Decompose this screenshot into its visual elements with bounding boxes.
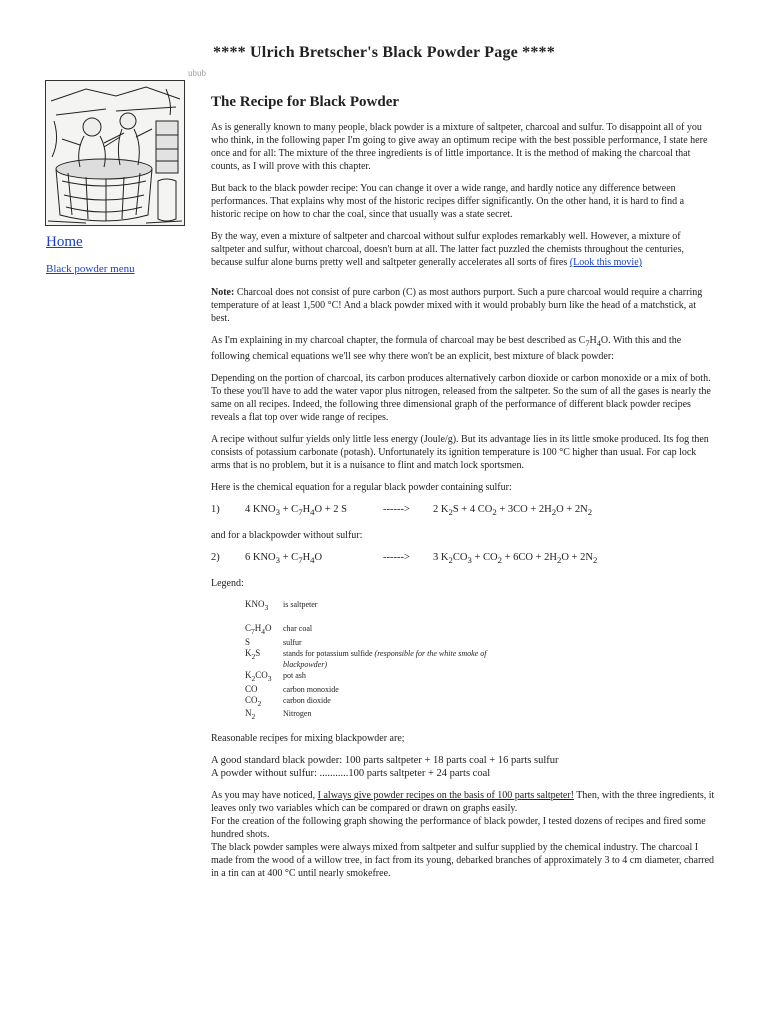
paragraph-closing: As you may have noticed, I always give powder recipes on the basis of 100 parts saltpeter! Then, with the three ingredients, it leaves only two variables which can be compared or drawn on graphs easily. For the creation of the following graph showing the performance of black powder, I tested dozens of recipes and fired some hundred shots. The black powder samples were always mixed from saltpeter and sulfur supplied by the chemical industry. The charcoal I made from the wood of a willow tree, in fact from its young, debarked branches of approximately 3 to 4 cm diameter, charred in a tin can at 400 °C until nearly smokefree.: [211, 790, 715, 880]
equation-1: 1) 4 $KNO_3 + C_7H_4O + 2$ S ------> 2 $K_2S + 4$ $CO_2 + 3CO + 2H_2O + 2N_2$: [211, 504, 593, 518]
home-link[interactable]: Home: [46, 234, 83, 250]
woodcut-illustration: [45, 80, 185, 226]
look-this-movie-link[interactable]: (Look this movie): [569, 257, 642, 268]
legend-table: $KNO_3$ is saltpeter $C_7H_4O$ char coal S sulfur $K_2S$ stands for potassium sulfide (responsible for the white smoke of blackpowder) $K_2CO_3$ pot ash CO carbon monoxide $CO_2$ carbon dioxide $N_2$ Nitrogen: [245, 599, 487, 722]
paragraph-intro: As is generally known to many people, black powder is a mixture of saltpeter, charcoal and sulfur. To disappoint all of you who think, in the following paper I'm going to give away an optimum recipe with the best possible performance, I state here once and for all: The mixture of the three ingredients is of little importance. It is the method of making the charcoal that counts, as I will prove with this chapter.: [211, 122, 708, 172]
paragraph-no-sulfur: By the way, even a mixture of saltpeter and charcoal without sulfur explodes remarkably well. However, a mixture of saltpeter and sulfur, without charcoal, doesn't burn at all. The latter fact puzzled the chemists throughout the centuries, because sulfur alone burns pretty well and saltpeter generally accelerates all sorts of fires (Look this movie): [211, 231, 685, 268]
note-label: Note:: [211, 287, 235, 298]
article-heading: The Recipe for Black Powder: [211, 94, 400, 110]
paragraph-recipes-intro: Reasonable recipes for mixing blackpowder are;: [211, 733, 405, 745]
paragraph-charcoal-formula: As I'm explaining in my charcoal chapter, the formula of charcoal may be best described as $C_7H_4O$. With this and the following chemical equations we'll see why there won't be an explicit, best mixture of black powder:: [211, 335, 682, 362]
paragraph-recipe-range: But back to the black powder recipe: You can change it over a wide range, and hardly notice any difference between performances. That explains why most of the historic recipes differ significantly. On the other hand, it is hard to find a historic recipe on how to char the coal, since that usually was a state secret.: [211, 183, 685, 220]
black-powder-menu-link[interactable]: Black powder menu: [46, 263, 135, 275]
article-content: [211, 96, 715, 880]
legend-title: Legend:: [211, 578, 244, 590]
woodcut-drawing: [46, 81, 184, 225]
equation-2: 2) 6 $KNO_3 + C_7H_4O$ ------> 3 $K_2CO_3 + CO_2 + 6CO + 2H_2O + 2N_2$: [211, 552, 598, 566]
paragraph-gases: Depending on the portion of charcoal, its carbon produces alternatively carbon dioxide or carbon monoxide or a mix of both. To these you'll have to add the water vapor plus nitrogen, released from the saltpeter. So the sum of all the gases is nearly the same on all recipes. Indeed, the following three dimensional graph of the performance of different black powder recipes reveals a flat top over wide range of recipes.: [211, 373, 711, 423]
note-paragraph: Note: Charcoal does not consist of pure carbon (C) as most authors purport. Such a pure charcoal would require a charring temperature of at least 1,500 °C! And a black powder mixed with it would probably burn like the head of a matchstick, at best.: [211, 287, 703, 324]
paragraph-equation-intro: Here is the chemical equation for a regular black powder containing sulfur:: [211, 482, 512, 493]
page-title: **** Ulrich Bretscher's Black Powder Page ****: [213, 44, 555, 61]
image-alt-text: ubub: [188, 68, 206, 78]
paragraph-smoke: A recipe without sulfur yields only little less energy (Joule/g). But its advantage lies in its little smoke produced. Its fog then consists of potassium carbonate (potash). Unfortunately its ignition temperature is 100 °C higher than usual. For cap lock arms that is no problem, but it is a nuisance to flint and match lock sportsmen.: [211, 434, 709, 471]
paragraph-no-sulfur-equation-intro: and for a blackpowder without sulfur:: [211, 530, 363, 542]
recipe-list: A good standard black powder: 100 parts saltpeter + 18 parts coal + 16 parts sulfur A powder without sulfur: ...........100 parts saltpeter + 24 parts coal: [211, 755, 559, 780]
